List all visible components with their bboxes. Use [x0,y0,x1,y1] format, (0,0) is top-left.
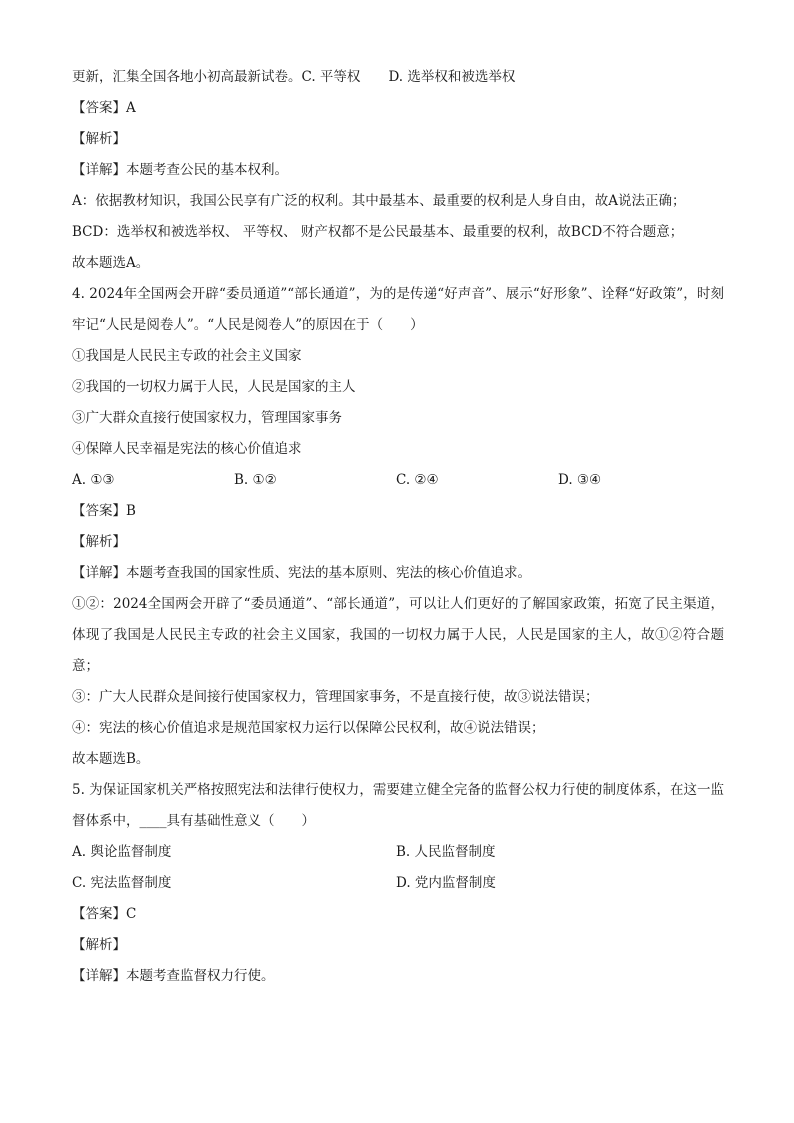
q3-answer: 【答案】A [72,100,136,116]
q3-conclusion: 故本题选A。 [72,255,150,271]
q4-statement-1: ①我国是人民民主专政的社会主义国家 [72,348,302,364]
q3-option-d: D. 选举权和被选举权 [388,69,516,85]
document-page [72,62,724,992]
q4-explain-4: ④：宪法的核心价值追求是规范国家权力运行以保障公民权利，故④说法错误； [72,720,545,736]
q3-analysis-label: 【解析】 [72,131,126,147]
q4-option-b: B. ①② [234,472,277,488]
q5-option-c: C. 宪法监督制度 [72,875,172,891]
q4-analysis-label: 【解析】 [72,534,126,550]
q3-option-line [72,62,724,93]
q5-option-d: D. 党内监督制度 [396,875,496,891]
q5-option-b: B. 人民监督制度 [396,844,496,860]
q5-option-a: A. 舆论监督制度 [72,844,172,860]
q5-options-row-1 [72,837,724,868]
q3-detail: 【详解】本题考查公民的基本权利。 [72,162,288,178]
q4-statement-4: ④保障人民幸福是宪法的核心价值追求 [72,441,302,457]
q3-option-c: 更新，汇集全国各地小初高最新试卷。C. 平等权 [72,69,361,85]
q3-explain-a: A：依据教材知识，我国公民享有广泛的权利。其中最基本、最重要的权利是人身自由，故A说法正确； [72,193,686,209]
q4-answer: 【答案】B [72,503,136,519]
q5-detail: 【详解】本题考查监督权力行使。 [72,968,275,984]
q4-statement-2: ②我国的一切权力属于人民，人民是国家的主人 [72,379,356,395]
q4-options [72,465,724,496]
q4-stem: 4. 2024年全国两会开辟“委员通道”“部长通道”，为的是传递“好声音”、展示“好形象”、诠释“好政策”，时刻牢记“人民是阅卷人”。“人民是阅卷人”的原因在于（ ） [72,286,724,333]
q4-option-d: D. ③④ [558,472,602,488]
q4-explain-3: ③：广大人民群众是间接行使国家权力，管理国家事务，不是直接行使，故③说法错误； [72,689,599,705]
q5-stem: 5. 为保证国家机关严格按照宪法和法律行使权力，需要建立健全完备的监督公权力行使的制度体系，在这一监督体系中，____具有基础性意义（ ） [72,782,724,829]
q5-options-row-2 [72,868,724,899]
q4-conclusion: 故本题选B。 [72,751,150,767]
q4-detail: 【详解】本题考查我国的国家性质、宪法的基本原则、宪法的核心价值追求。 [72,565,531,581]
q4-statement-3: ③广大群众直接行使国家权力，管理国家事务 [72,410,342,426]
q4-option-a: A. ①③ [72,472,115,488]
q5-analysis-label: 【解析】 [72,937,126,953]
q5-answer: 【答案】C [72,906,137,922]
q4-explain-12: ①②：2024全国两会开辟了“委员通道”、“部长通道”，可以让人们更好的了解国家政策，拓宽了民主渠道，体现了我国是人民民主专政的社会主义国家，我国的一切权力属于人民，人民是国家的主人，故①②符合题意； [72,596,724,674]
q3-explain-bcd: BCD：选举权和被选举权、 平等权、 财产权都不是公民最基本、最重要的权利，故BCD不符合题意； [72,224,684,240]
q4-option-c: C. ②④ [396,472,439,488]
